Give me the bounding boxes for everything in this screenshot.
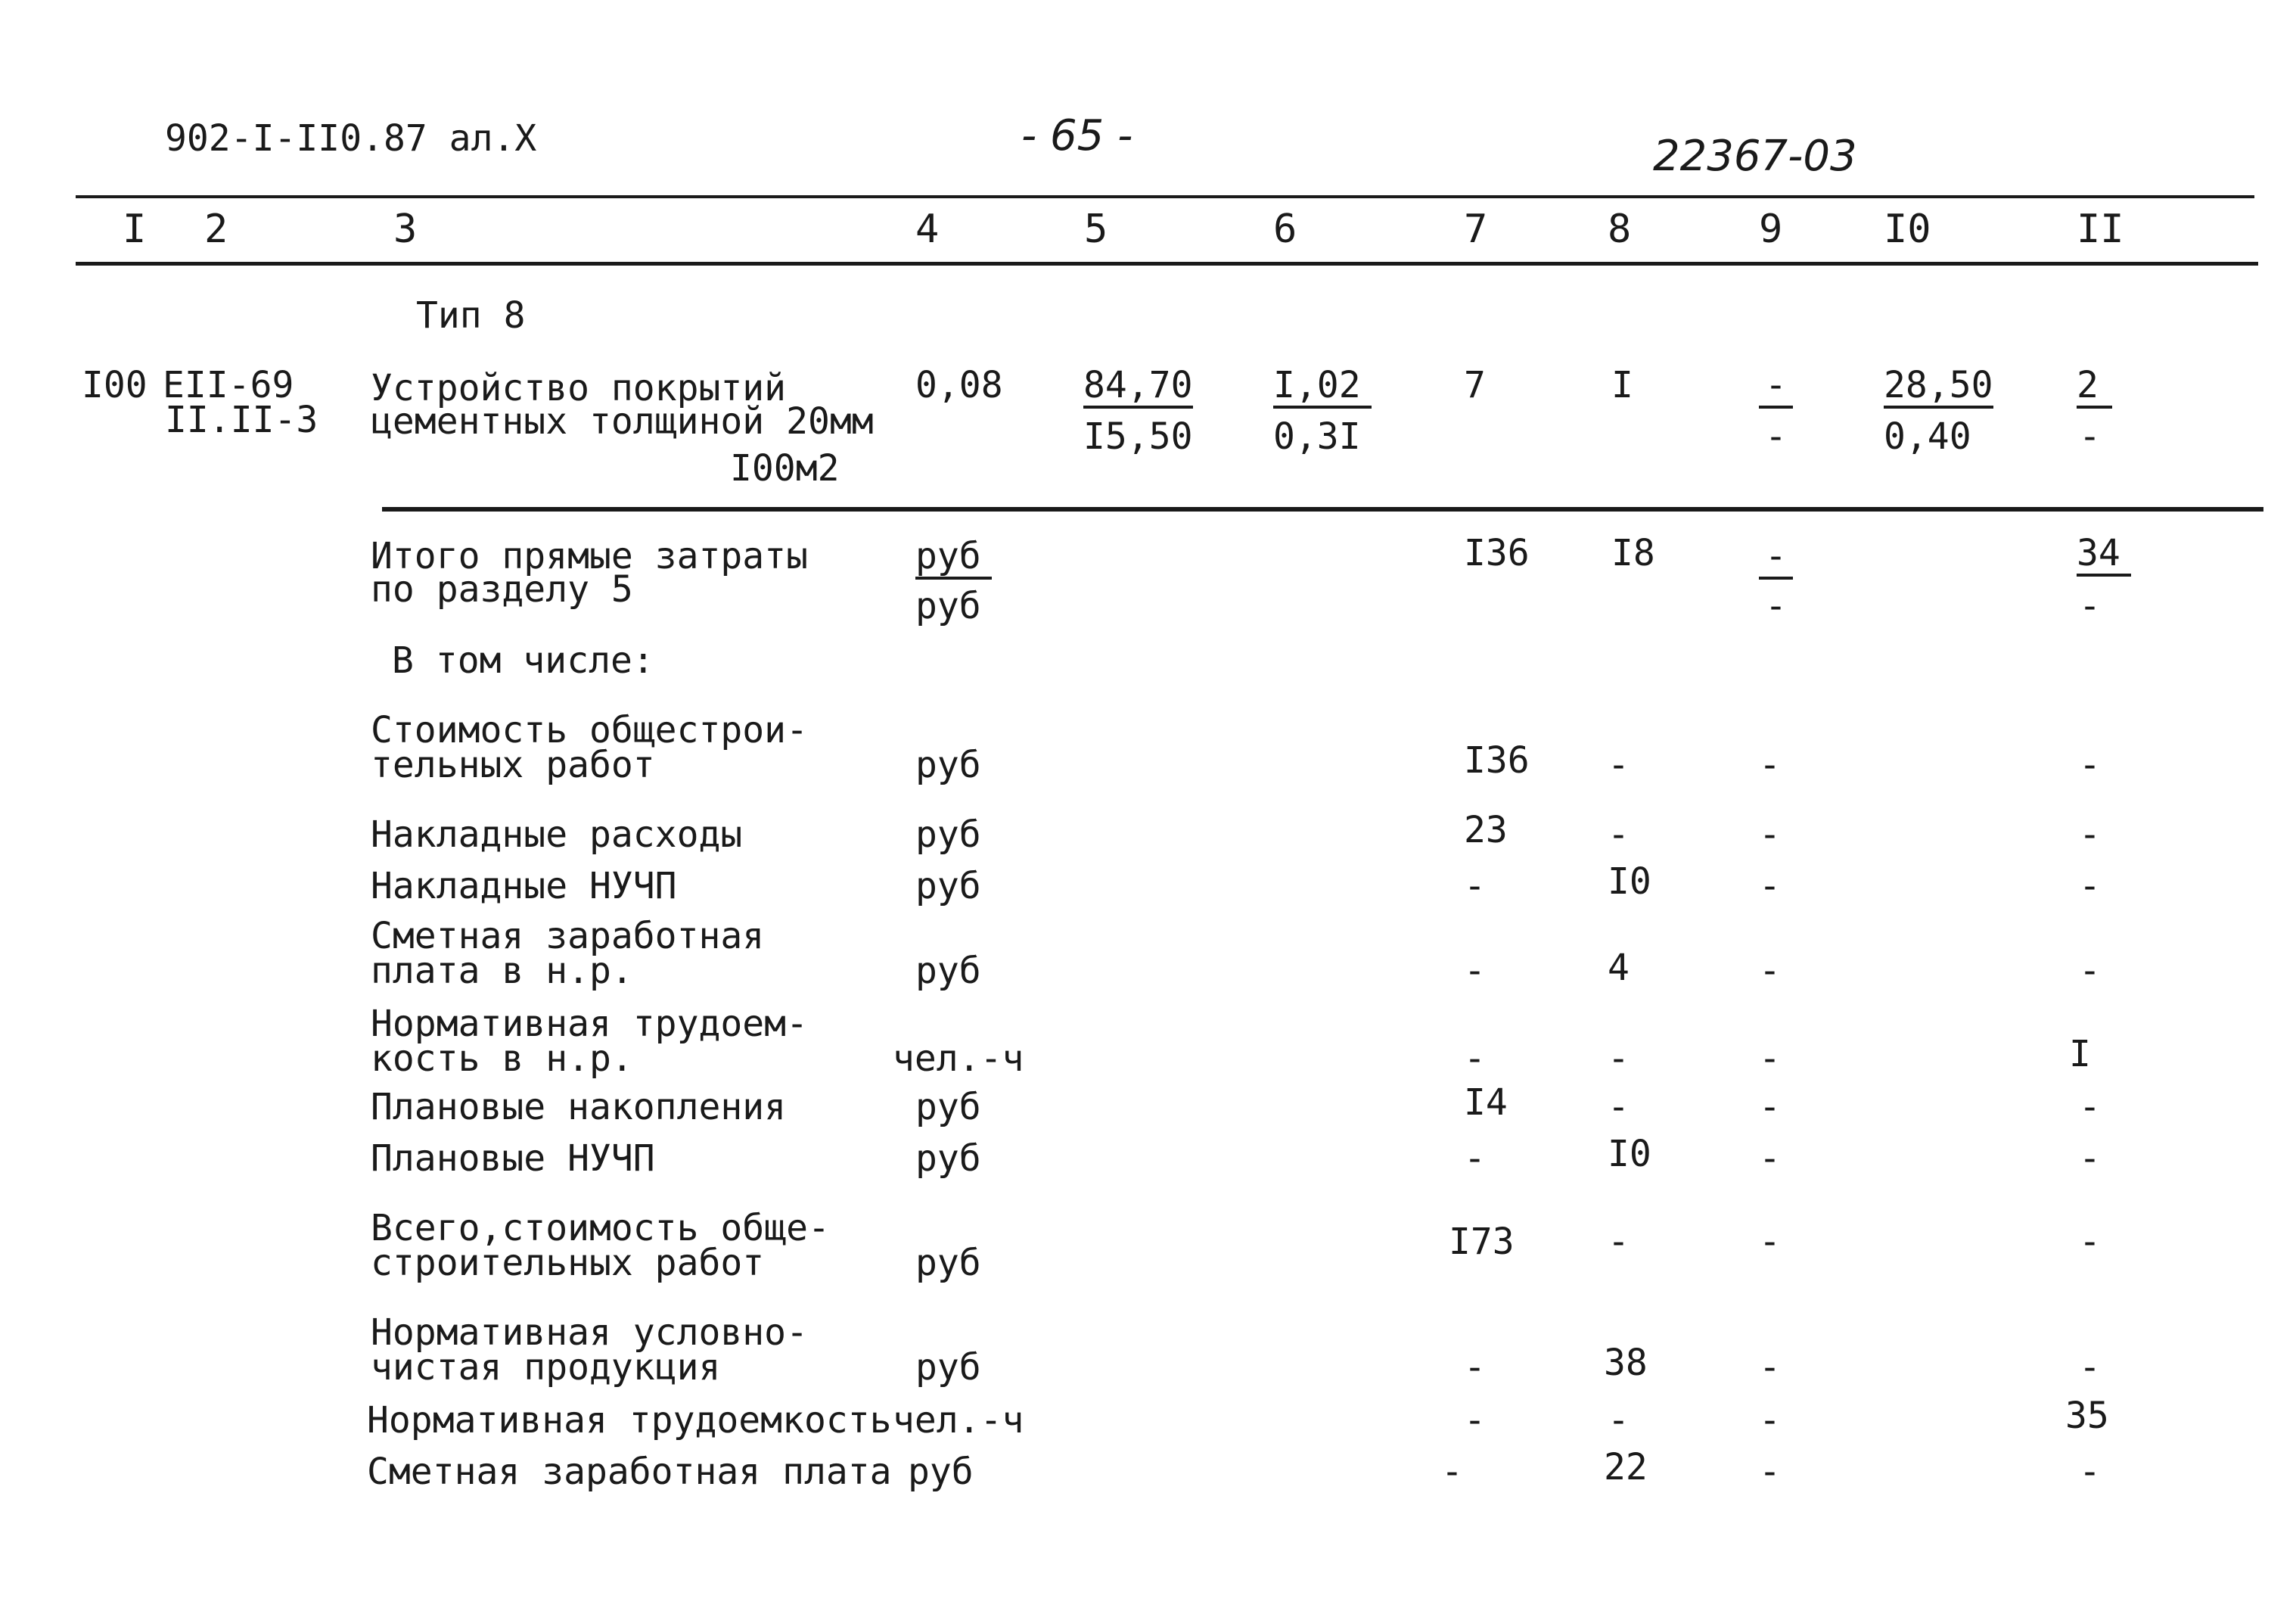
- breakdown-col8: -: [1608, 1221, 1630, 1263]
- breakdown-unit: руб: [915, 1137, 981, 1180]
- breakdown-col7: -: [1464, 1346, 1486, 1389]
- top-rule: [76, 195, 2254, 198]
- breakdown-unit: руб: [915, 1086, 981, 1128]
- totals-col11-top: 34: [2077, 534, 2131, 577]
- breakdown-col9: -: [1759, 1037, 1781, 1080]
- breakdown-unit: руб: [915, 1242, 981, 1284]
- item-code-2: II.II-3: [165, 399, 318, 441]
- item-col5-top: 84,70: [1083, 366, 1193, 409]
- breakdown-col7: 23: [1464, 809, 1508, 851]
- breakdown-col9: -: [1759, 744, 1781, 786]
- breakdown-col8: -: [1608, 1037, 1630, 1080]
- breakdown-col9: -: [1759, 1086, 1781, 1128]
- item-col11-top: 2: [2077, 366, 2112, 409]
- totals-col7: I36: [1464, 532, 1530, 574]
- column-header-10: I0: [1884, 207, 1931, 252]
- breakdown-unit: чел.-ч: [893, 1399, 1024, 1442]
- section-type-label: Тип 8: [416, 294, 526, 337]
- breakdown-col11: -: [2079, 950, 2101, 992]
- breakdown-col9: -: [1759, 1451, 1781, 1493]
- item-col10-top: 28,50: [1884, 366, 1993, 409]
- breakdown-col9: -: [1759, 1346, 1781, 1389]
- totals-col9-top: -: [1759, 537, 1793, 580]
- item-quantity: 0,08: [915, 364, 1003, 406]
- breakdown-col8: 38: [1604, 1342, 1648, 1384]
- totals-label-line-1: Итого прямые затраты: [371, 535, 808, 577]
- breakdown-col11: -: [2079, 813, 2101, 856]
- totals-col9-bottom: -: [1765, 585, 1787, 627]
- breakdown-label-line-1: Нормативная трудоем-: [371, 1003, 808, 1045]
- totals-col8: I8: [1611, 532, 1655, 574]
- breakdown-label-line-1: Сметная заработная: [371, 915, 765, 957]
- breakdown-col9: -: [1759, 950, 1781, 992]
- breakdown-col9: -: [1759, 865, 1781, 907]
- column-header-2: 2: [204, 207, 228, 252]
- breakdown-unit: руб: [915, 813, 981, 856]
- column-header-11: II: [2077, 207, 2124, 252]
- item-col7: 7: [1464, 364, 1486, 406]
- document-code: 902-I-II0.87 ал.Х: [165, 117, 537, 160]
- item-number: I00: [82, 364, 148, 406]
- breakdown-col7: I4: [1464, 1081, 1508, 1124]
- inventory-number: 22367-03: [1653, 132, 1857, 181]
- breakdown-col7: I36: [1464, 739, 1530, 782]
- breakdown-unit: руб: [915, 1346, 981, 1389]
- breakdown-label-line-1: Сметная заработная плата: [367, 1451, 892, 1493]
- breakdown-col7: -: [1464, 1037, 1486, 1080]
- breakdown-label-line-1: Нормативная условно-: [371, 1311, 808, 1354]
- breakdown-col9: -: [1759, 1399, 1781, 1442]
- item-col9-bottom: -: [1765, 415, 1787, 458]
- breakdown-label-line-1: Накладные НУЧП: [371, 865, 677, 907]
- breakdown-label-line-1: Стоимость общестрои-: [371, 709, 808, 751]
- breakdown-col8: -: [1608, 1399, 1630, 1442]
- breakdown-col9: -: [1759, 1137, 1781, 1180]
- column-header-4: 4: [915, 207, 940, 252]
- breakdown-col11: -: [2079, 865, 2101, 907]
- breakdown-col7: -: [1441, 1451, 1463, 1493]
- breakdown-unit: руб: [915, 744, 981, 786]
- column-header-8: 8: [1608, 207, 1632, 252]
- column-header-7: 7: [1464, 207, 1488, 252]
- breakdown-col8: 4: [1608, 947, 1630, 989]
- breakdown-col11: -: [2079, 1086, 2101, 1128]
- column-header-5: 5: [1084, 207, 1108, 252]
- column-header-3: 3: [393, 207, 418, 252]
- item-description-line-2: цементных толщиной 20мм: [371, 400, 874, 443]
- item-col10-bottom: 0,40: [1884, 415, 1971, 458]
- section-rule: [382, 507, 2263, 512]
- item-col6-bottom: 0,3I: [1273, 415, 1361, 458]
- breakdown-col7: -: [1464, 865, 1486, 907]
- totals-unit-bottom: руб: [915, 585, 981, 627]
- breakdown-col8: -: [1608, 744, 1630, 786]
- item-col9-top: -: [1759, 366, 1793, 409]
- item-col11-bottom: -: [2079, 415, 2101, 458]
- item-col6-top: I,02: [1273, 366, 1372, 409]
- item-code-1: EII-69: [163, 364, 294, 406]
- item-col5-bottom: I5,50: [1083, 415, 1193, 458]
- breakdown-col8: 22: [1604, 1446, 1648, 1488]
- breakdown-col8: I0: [1608, 1133, 1651, 1175]
- breakdown-col11: 35: [2065, 1395, 2109, 1437]
- breakdown-col7: -: [1464, 1137, 1486, 1180]
- breakdown-col9: -: [1759, 1221, 1781, 1263]
- breakdown-col11: I: [2069, 1033, 2091, 1075]
- column-header-9: 9: [1759, 207, 1783, 252]
- item-description-line-1: Устройство покрытий: [371, 367, 787, 409]
- item-unit-measure: I00м2: [730, 447, 840, 490]
- breakdown-col11: -: [2079, 1137, 2101, 1180]
- totals-col11-bottom: -: [2079, 585, 2101, 627]
- totals-unit-top: руб: [915, 537, 992, 580]
- breakdown-unit: руб: [915, 865, 981, 907]
- breakdown-col9: -: [1759, 813, 1781, 856]
- breakdown-col7: -: [1464, 1399, 1486, 1442]
- breakdown-label-line-1: Плановые накопления: [371, 1086, 787, 1128]
- breakdown-col11: -: [2079, 744, 2101, 786]
- including-label: В том числе:: [392, 639, 654, 682]
- item-col8: I: [1611, 364, 1633, 406]
- breakdown-col8: -: [1608, 1086, 1630, 1128]
- breakdown-col8: -: [1608, 813, 1630, 856]
- breakdown-unit: руб: [908, 1451, 974, 1493]
- breakdown-label-line-2: строительных работ: [371, 1242, 765, 1284]
- breakdown-label-line-2: чистая продукция: [371, 1346, 721, 1389]
- breakdown-col7: -: [1464, 950, 1486, 992]
- breakdown-col8: I0: [1608, 860, 1651, 903]
- column-header-1: I: [123, 207, 147, 252]
- header-rule: [76, 262, 2258, 266]
- column-header-6: 6: [1273, 207, 1297, 252]
- totals-label-line-2: по разделу 5: [371, 568, 633, 611]
- breakdown-label-line-2: тельных работ: [371, 744, 655, 786]
- breakdown-label-line-1: Нормативная трудоемкость: [367, 1399, 892, 1442]
- breakdown-label-line-2: кость в н.р.: [371, 1037, 633, 1080]
- breakdown-col7: I73: [1449, 1221, 1515, 1263]
- breakdown-label-line-1: Накладные расходы: [371, 813, 743, 856]
- breakdown-label-line-1: Всего,стоимость обще-: [371, 1207, 830, 1249]
- breakdown-col11: -: [2079, 1221, 2101, 1263]
- page-number: - 65 -: [1021, 111, 1133, 160]
- breakdown-label-line-1: Плановые НУЧП: [371, 1137, 655, 1180]
- breakdown-unit: чел.-ч: [893, 1037, 1024, 1080]
- breakdown-col11: -: [2079, 1451, 2101, 1493]
- breakdown-col11: -: [2079, 1346, 2101, 1389]
- breakdown-unit: руб: [915, 950, 981, 992]
- breakdown-label-line-2: плата в н.р.: [371, 950, 633, 992]
